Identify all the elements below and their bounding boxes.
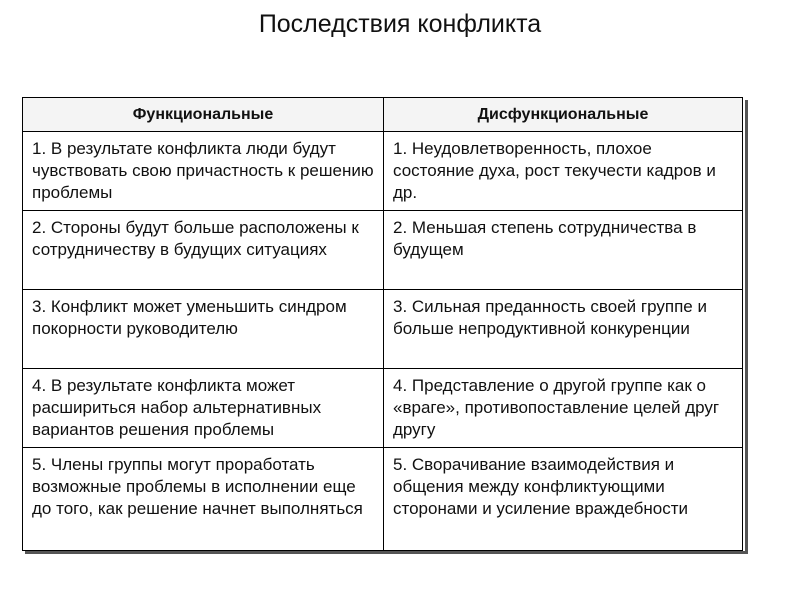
table-header-row [23, 98, 743, 132]
consequences-table [22, 97, 743, 551]
table-row [23, 290, 743, 369]
dysfunctional-cell: 4. Представление о другой группе как о «враге», противопоставление целей друг другу [384, 369, 743, 448]
dysfunctional-cell: 1. Неудовлетворенность, плохое состояние духа, рост текучести кадров и др. [384, 132, 743, 211]
header-functional: Функциональные [23, 98, 384, 132]
table-row [23, 448, 743, 551]
consequences-table-container [22, 97, 745, 551]
header-dysfunctional: Дисфункциональные [384, 98, 743, 132]
table-row [23, 211, 743, 290]
functional-cell: 4. В результате конфликта может расшириться набор альтернативных вариантов решения проблемы [23, 369, 384, 448]
functional-cell: 1. В результате конфликта люди будут чувствовать свою причастность к решению проблемы [23, 132, 384, 211]
functional-cell: 2. Стороны будут больше расположены к сотрудничеству в будущих ситуациях [23, 211, 384, 290]
slide-title: Последствия конфликта [258, 10, 542, 38]
dysfunctional-cell: 3. Сильная преданность своей группе и больше непродуктивной конкуренции [384, 290, 743, 369]
functional-cell: 5. Члены группы могут проработать возможные проблемы в исполнении еще до того, как решение начнет выполняться [23, 448, 384, 551]
table-row [23, 369, 743, 448]
dysfunctional-cell: 2. Меньшая степень сотрудничества в будущем [384, 211, 743, 290]
functional-cell: 3. Конфликт может уменьшить синдром покорности руководителю [23, 290, 384, 369]
table-row [23, 132, 743, 211]
dysfunctional-cell: 5. Сворачивание взаимодействия и общения между конфликтующими сторонами и усиление враждебности [384, 448, 743, 551]
